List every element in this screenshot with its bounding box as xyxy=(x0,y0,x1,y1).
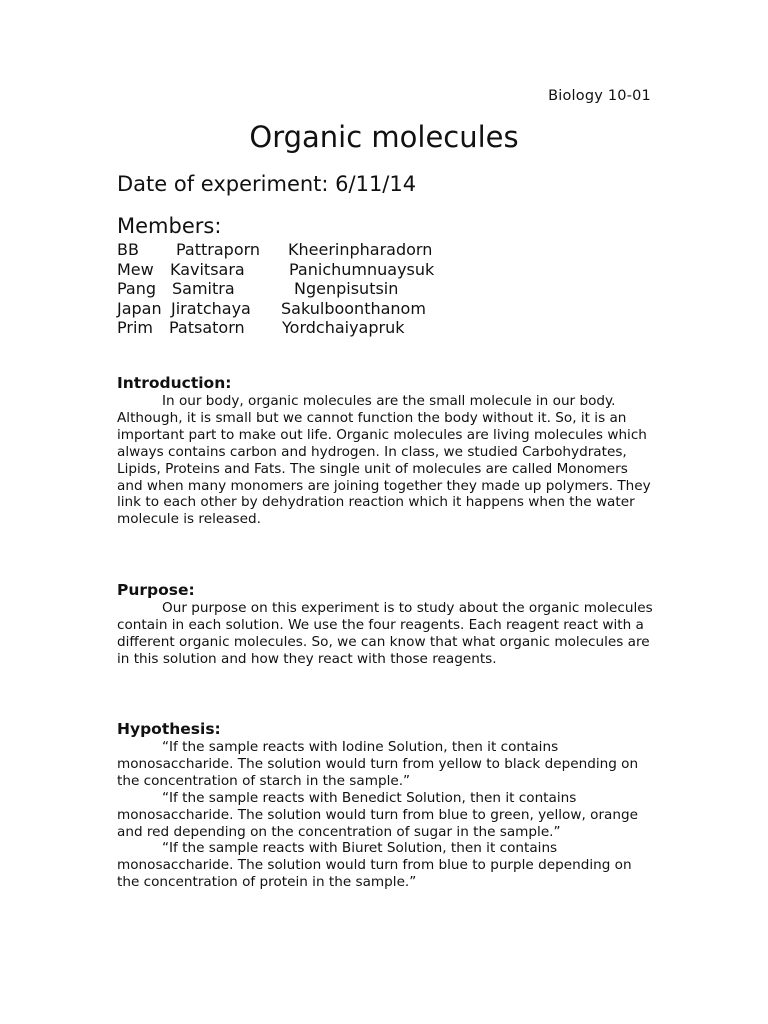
hypothesis-item: “If the sample reacts with Biuret Solution, then it contains monosaccharide. The solution would turn from blue to purple depending on the concentration of protein in the sample.” xyxy=(117,840,632,891)
member-last-name: Ngenpisutsin xyxy=(294,279,399,299)
hypothesis-heading: Hypothesis: xyxy=(117,720,221,738)
page-title: Organic molecules xyxy=(249,120,519,154)
purpose-heading: Purpose: xyxy=(117,581,195,599)
member-first-name: Patsatorn xyxy=(169,318,245,338)
course-label: Biology 10-01 xyxy=(548,88,651,104)
introduction-text: In our body, organic molecules are the small molecule in our body. Although, it is small but we cannot function the body without it. So, it is an important part to make out life. Organic molecules are living molecules which always contains carbon and hydrogen. In class, we studied Carbohydrates, Lipids, Proteins and Fats. The single unit of molecules are called Monomers and when many monomers are joining together they made up polymers. They link to each other by dehydration reaction which it happens when the water molecule is released. xyxy=(117,393,651,528)
hypothesis-item: “If the sample reacts with Benedict Solution, then it contains monosaccharide. The solution would turn from blue to green, yellow, orange and red depending on the concentration of sugar in the sample.” xyxy=(117,789,638,840)
purpose-section xyxy=(117,580,657,668)
member-nickname: BB xyxy=(117,240,139,259)
member-nickname: Mew xyxy=(117,259,154,279)
purpose-text: Our purpose on this experiment is to study about the organic molecules contain in each solution. We use the four reagents. Each reagent react with a different organic molecules. So, we can know that what organic molecules are in this solution and how they react with those reagents. xyxy=(117,600,653,667)
member-last-name: Yordchaiyapruk xyxy=(282,318,405,338)
members-heading: Members: xyxy=(117,214,222,238)
member-nickname: Prim xyxy=(117,318,153,338)
introduction-heading: Introduction: xyxy=(117,374,232,392)
member-first-name: Samitra xyxy=(172,279,235,299)
member-last-name: Panichumnuaysuk xyxy=(289,259,435,279)
member-first-name: Kavitsara xyxy=(170,259,245,279)
introduction-section xyxy=(117,373,657,528)
experiment-date: Date of experiment: 6/11/14 xyxy=(117,172,417,196)
hypothesis-section xyxy=(117,719,657,891)
member-last-name: Kheerinpharadorn xyxy=(288,240,433,259)
member-nickname: Japan xyxy=(117,298,162,318)
member-last-name: Sakulboonthanom xyxy=(281,298,426,318)
hypothesis-item: “If the sample reacts with Iodine Solution, then it contains monosaccharide. The solution would turn from yellow to black depending on the concentration of starch in the sample.” xyxy=(117,739,639,789)
member-nickname: Pang xyxy=(117,279,157,299)
member-first-name: Pattraporn xyxy=(176,240,261,259)
member-first-name: Jiratchaya xyxy=(171,298,251,318)
